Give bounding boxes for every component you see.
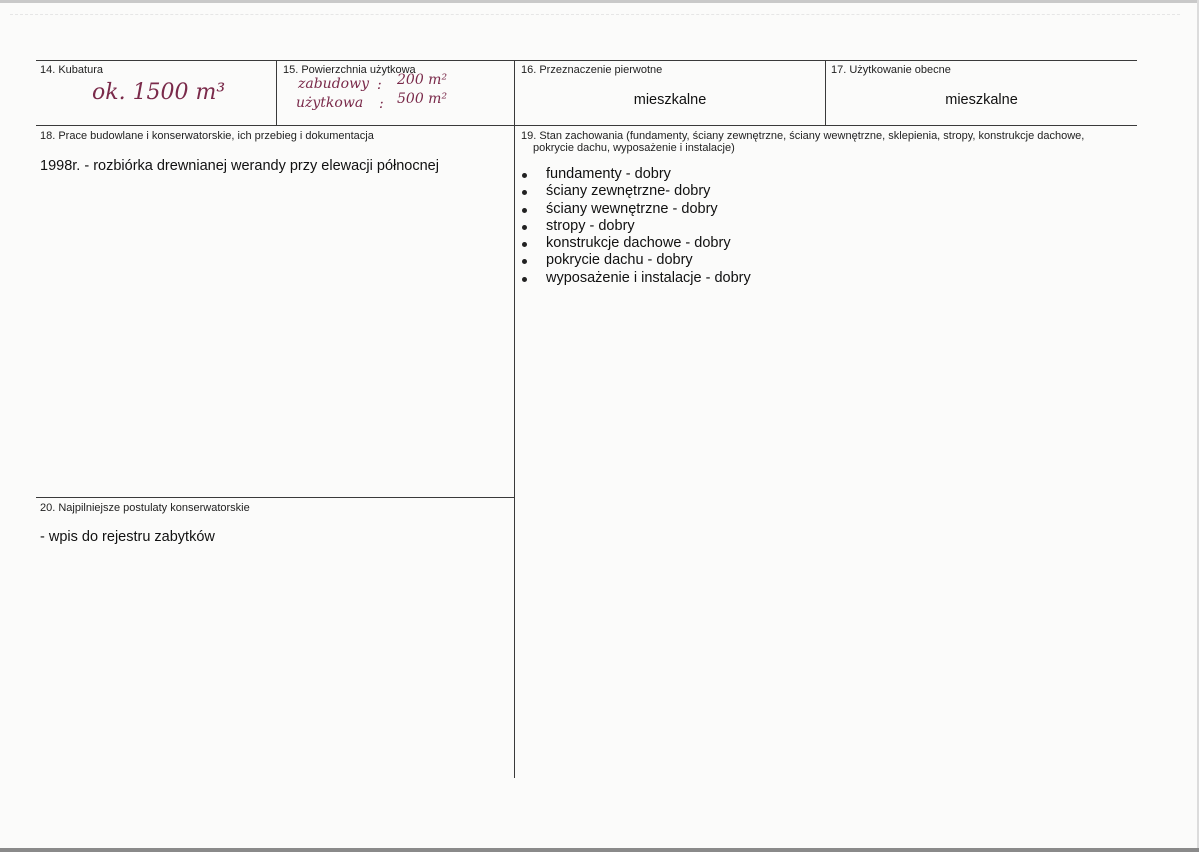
condition-item-text: pokrycie dachu - dobry [546,252,693,269]
cell-14-handwritten-value: ok. 1500 m³ [92,80,226,105]
cell-17-value: mieszkalne [945,92,1018,108]
cell-17-label: 17. Użytkowanie obecne [831,64,951,76]
cell-19-label-line1: 19. Stan zachowania (fundamenty, ściany zewnętrzne, ściany wewnętrzne, sklepienia, stropy, konstrukcje dachowe, [521,130,1085,142]
cell-15-handwritten-value-2: 500 m² [397,91,448,107]
condition-item-text: fundamenty - dobry [546,166,671,182]
cell-18-label: 18. Prace budowlane i konserwatorskie, ich przebieg i dokumentacja [40,130,374,142]
cell-19-label-line2: pokrycie dachu, wyposażenie i instalacje) [533,142,735,154]
condition-item-text: ściany zewnętrzne- dobry [546,183,711,200]
grid-line-row3 [36,497,514,498]
cell-15-handwritten-value-1: 200 m² [397,72,448,88]
cell-14-label: 14. Kubatura [40,64,103,76]
condition-item [520,252,751,269]
bullet-icon [522,190,527,195]
cell-18-value: 1998r. - rozbiórka drewnianej werandy przy elewacji północnej [40,158,439,174]
condition-item [520,166,751,183]
grid-line-row2 [36,125,1137,126]
bullet-icon [522,259,527,264]
grid-line-v1 [276,60,277,126]
condition-item [520,235,751,252]
condition-item [520,183,751,200]
cell-15-handwritten-name-2: użytkowa [296,95,364,111]
cell-20-label: 20. Najpilniejsze postulaty konserwatorskie [40,502,250,514]
condition-item-text: wyposażenie i instalacje - dobry [546,269,751,286]
condition-item-text: stropy - dobry [546,217,635,234]
condition-item-text: ściany wewnętrzne - dobry [546,200,718,217]
cell-20-value: - wpis do rejestru zabytków [40,529,215,545]
condition-list [520,166,751,287]
cell-15-handwritten-colon-1: : [377,77,382,93]
bullet-icon [522,173,527,178]
cell-15-handwritten-colon-2: : [379,96,384,112]
cell-16-value: mieszkalne [633,92,707,108]
bullet-icon [522,225,527,230]
condition-item [520,201,751,218]
cell-15-label: 15. Powierzchnia użytkowa [283,64,416,76]
grid-line-v2 [514,60,515,778]
condition-item [520,270,751,287]
cell-16-label: 16. Przeznaczenie pierwotne [521,64,663,76]
cell-15-handwritten-name-1: zabudowy [298,76,369,92]
condition-item [520,218,751,235]
bullet-icon [522,208,527,213]
bullet-icon [522,277,527,282]
bullet-icon [522,242,527,247]
condition-item-text: konstrukcje dachowe - dobry [546,235,731,252]
grid-line-top [36,60,1137,61]
